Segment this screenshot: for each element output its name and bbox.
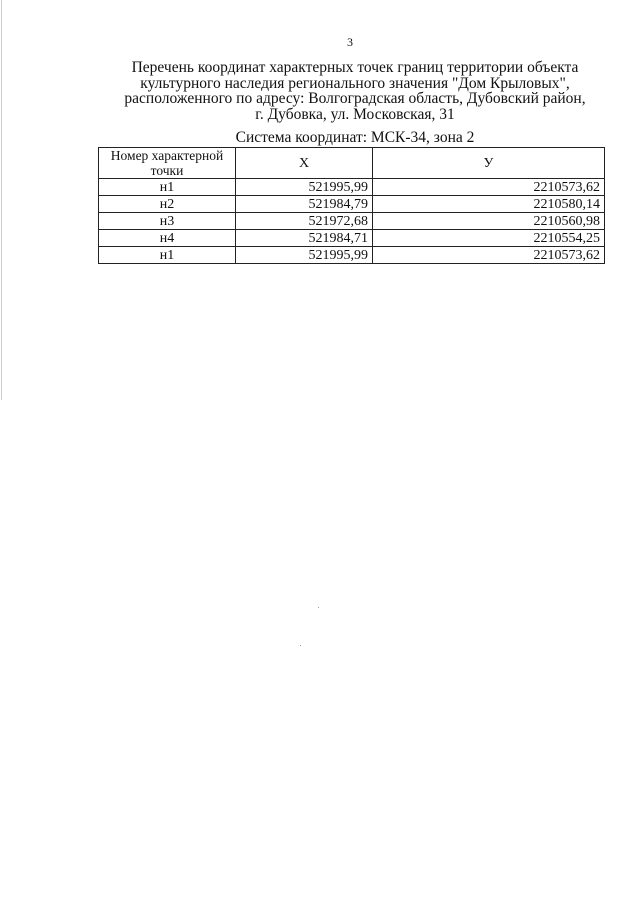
cell-y: 2210560,98	[373, 213, 605, 230]
cell-point: н4	[99, 230, 236, 247]
heading-line-2: культурного наследия регионального значения "Дом Крыловых",	[140, 74, 570, 92]
cell-y: 2210573,62	[373, 247, 605, 264]
scan-speck	[300, 645, 301, 646]
cell-point: н1	[99, 247, 236, 264]
cell-point: н2	[99, 196, 236, 213]
cell-x: 521995,99	[236, 179, 373, 196]
table-row	[99, 196, 605, 213]
header-x: X	[236, 148, 373, 179]
document-heading	[100, 60, 610, 122]
table-header-row	[99, 148, 605, 179]
scan-margin-line	[1, 0, 2, 400]
table-row	[99, 179, 605, 196]
heading-line-4: г. Дубовка, ул. Московская, 31	[255, 105, 455, 123]
cell-x: 521984,71	[236, 230, 373, 247]
cell-point: н1	[99, 179, 236, 196]
scan-speck	[318, 607, 319, 608]
cell-x: 521995,99	[236, 247, 373, 264]
table-row	[99, 213, 605, 230]
coordinate-system-label: Система координат: МСК-34, зона 2	[235, 129, 475, 146]
cell-point: н3	[99, 213, 236, 230]
cell-y: 2210554,25	[373, 230, 605, 247]
table-row	[99, 247, 605, 264]
cell-x: 521972,68	[236, 213, 373, 230]
header-y: У	[373, 148, 605, 179]
table-row	[99, 230, 605, 247]
cell-x: 521984,79	[236, 196, 373, 213]
coordinates-table	[98, 147, 605, 264]
cell-y: 2210580,14	[373, 196, 605, 213]
cell-y: 2210573,62	[373, 179, 605, 196]
heading-line-1: Перечень координат характерных точек границ территории объекта	[131, 59, 579, 76]
header-point: Номер характерной точки	[99, 148, 236, 179]
page-number: 3	[347, 35, 353, 49]
heading-line-3: расположенного по адресу: Волгоградская область, Дубовский район,	[124, 90, 586, 107]
